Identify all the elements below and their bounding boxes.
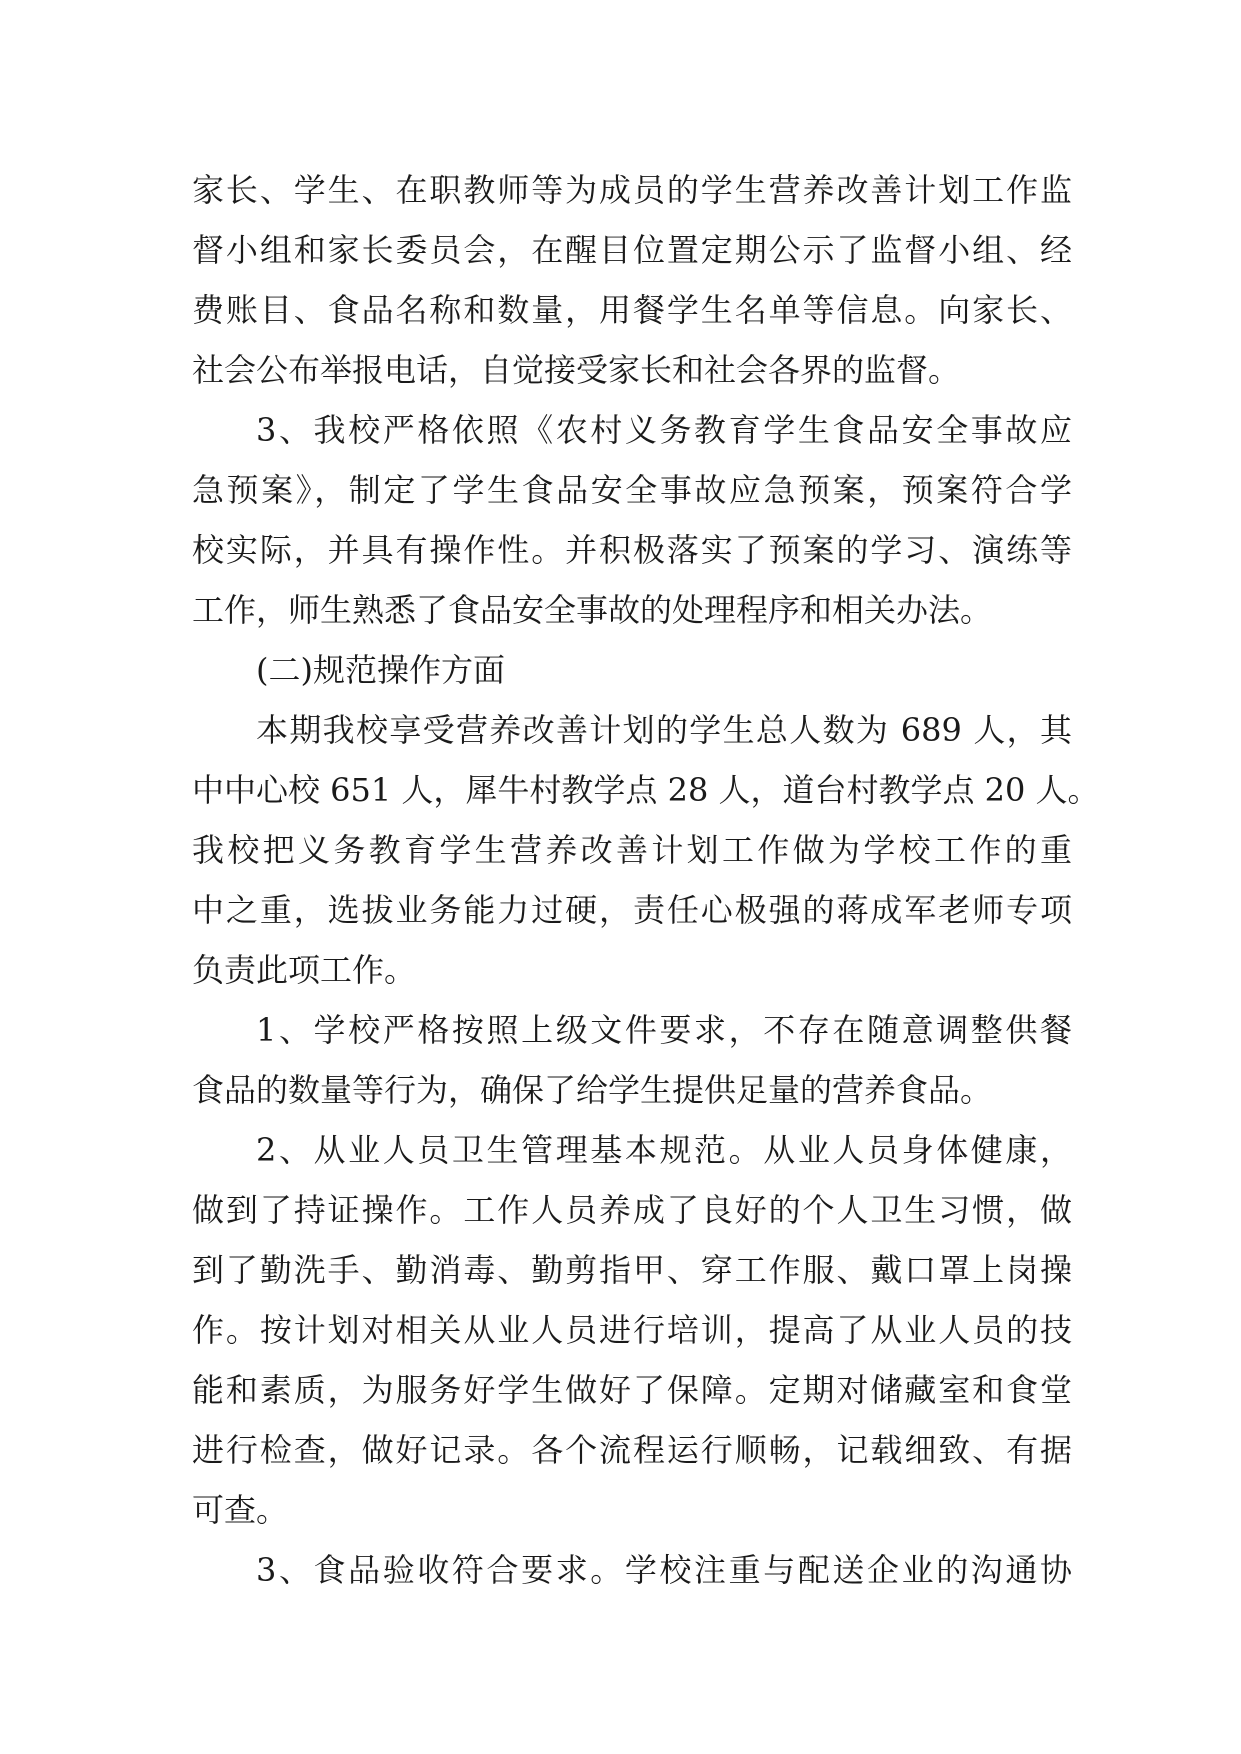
text-line: 到了勤洗手、勤消毒、勤剪指甲、穿工作服、戴口罩上岗操 [192,1251,1072,1289]
text-line: 2、从业人员卫生管理基本规范。从业人员身体健康， [256,1131,1072,1169]
text-line: 作。按计划对相关从业人员进行培训，提高了从业人员的技 [192,1311,1072,1349]
text-line: 本期我校享受营养改善计划的学生总人数为 689 人，其 [256,711,1072,749]
text-line: 做到了持证操作。工作人员养成了良好的个人卫生习惯，做 [192,1191,1072,1229]
text-line: 1、学校严格按照上级文件要求，不存在随意调整供餐 [256,1011,1072,1049]
text-line: 负责此项工作。 [192,951,417,989]
text-line: 中之重，选拔业务能力过硬，责任心极强的蒋成军老师专项 [192,891,1072,929]
text-line: 3、食品验收符合要求。学校注重与配送企业的沟通协 [256,1551,1072,1589]
text-line: 可查。 [192,1491,289,1529]
text-line: 督小组和家长委员会，在醒目位置定期公示了监督小组、经 [192,231,1072,269]
text-line: 家长、学生、在职教师等为成员的学生营养改善计划工作监 [192,171,1072,209]
text-line: 社会公布举报电话，自觉接受家长和社会各界的监督。 [192,351,961,389]
text-line: 急预案》，制定了学生食品安全事故应急预案，预案符合学 [192,471,1072,509]
text-line: 能和素质，为服务好学生做好了保障。定期对储藏室和食堂 [192,1371,1072,1409]
section-heading: (二)规范操作方面 [256,651,505,689]
body-text [192,160,1100,1600]
text-line: 3、我校严格依照《农村义务教育学生食品安全事故应 [256,411,1072,449]
text-line: 工作，师生熟悉了食品安全事故的处理程序和相关办法。 [192,591,993,629]
text-line: 我校把义务教育学生营养改善计划工作做为学校工作的重 [192,831,1072,869]
text-line: 进行检查，做好记录。各个流程运行顺畅，记载细致、有据 [192,1431,1072,1469]
text-line: 费账目、食品名称和数量，用餐学生名单等信息。向家长、 [192,291,1072,329]
text-line: 校实际，并具有操作性。并积极落实了预案的学习、演练等 [192,531,1072,569]
text-line: 中中心校 651 人，犀牛村教学点 28 人，道台村教学点 20 人。 [192,771,1100,809]
text-line: 食品的数量等行为，确保了给学生提供足量的营养食品。 [192,1071,993,1109]
